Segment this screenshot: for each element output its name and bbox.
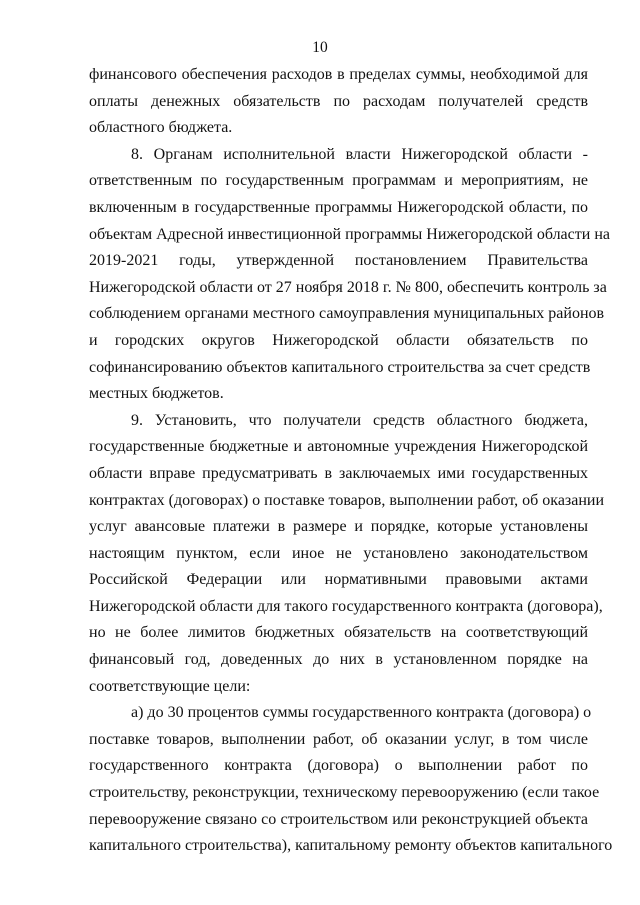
text-line: строительству, реконструкции, техническому перевооружению (если такое [89,784,600,802]
text-line: областного бюджета. [89,119,233,137]
text-line: оплаты денежных обязательств по расходам получателей средств [89,92,588,110]
text-line: Нижегородской области для такого государственного контракта (договора), [89,597,603,615]
text-line: области вправе предусматривать в заключаемых ими государственных [89,464,588,482]
text-line: финансовый год, доведенных до них в установленном порядке на [89,651,588,669]
text-line: 9. Установить, что получатели средств областного бюджета, [131,411,588,429]
text-line: Нижегородской области от 27 ноября 2018 г. № 800, обеспечить контроль за [89,278,607,296]
text-line: контрактах (договорах) о поставке товаров, выполнении работ, об оказании [89,491,605,509]
text-line: ответственным по государственным программам и мероприятиям, не [89,172,588,190]
text-line: объектам Адресной инвестиционной программы Нижегородской области на [89,225,610,243]
text-line: государственные бюджетные и автономные учреждения Нижегородской [89,438,588,456]
text-line: и городских округов Нижегородской области обязательств по [89,331,588,349]
text-line: а) до 30 процентов суммы государственного контракта (договора) о [131,704,592,722]
text-line: Российской Федерации или нормативными правовыми актами [89,571,588,589]
text-line: соответствующие цели: [89,677,251,695]
text-line: соблюдением органами местного самоуправления муниципальных районов [89,305,605,323]
text-line: финансового обеспечения расходов в пределах суммы, необходимой для [89,66,588,83]
text-line: капитального строительства), капитальному ремонту объектов капитального [89,837,613,855]
text-line: поставке товаров, выполнении работ, об оказании услуг, в том числе [89,730,588,748]
text-line: 2019-2021 годы, утвержденной постановлением Правительства [89,252,588,270]
text-line: включенным в государственные программы Нижегородской области, по [89,198,588,216]
text-line: государственного контракта (договора) о выполнении работ по [89,757,588,775]
text-line: но не более лимитов бюджетных обязательств на соответствующий [89,624,588,642]
text-line: настоящим пунктом, если иное не установлено законодательством [89,544,588,562]
document-body [89,62,613,860]
text-line: 8. Органам исполнительной власти Нижегородской области - [131,145,588,163]
page-number: 10 [312,39,328,56]
text-line: перевооружение связано со строительством или реконструкцией объекта [89,810,588,828]
text-line: местных бюджетов. [89,385,224,403]
text-line: софинансированию объектов капитального строительства за счет средств [89,358,591,376]
text-line: услуг авансовые платежи в размере и порядке, которые установлены [89,518,588,536]
